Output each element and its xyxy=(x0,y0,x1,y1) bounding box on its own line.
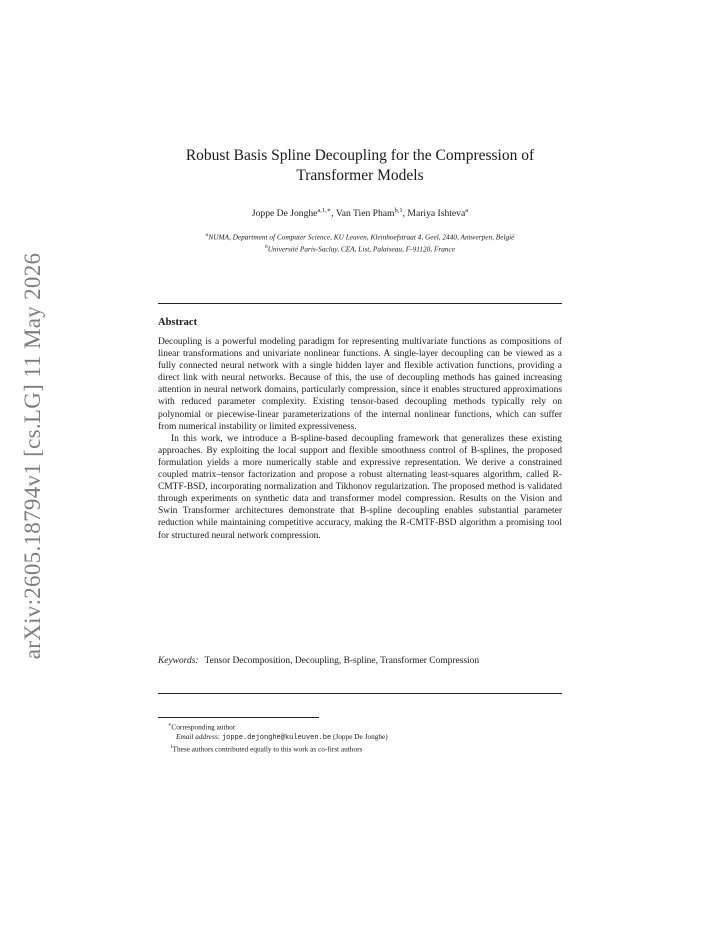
paper-title xyxy=(158,146,562,186)
affiliation-b xyxy=(190,242,530,254)
author-list: Joppe De Jonghe$^{a,1,∗}$, Van Tien Pham$^{b,1}$, Mariya Ishteva$^a$ xyxy=(251,207,469,220)
affiliation-a xyxy=(190,230,530,242)
abstract-paragraph-2: In this work, we introduce a B-spline-based decoupling framework that generalizes these existing approaches. By exploiting the local support and flexible smoothness control of B-splines, the proposed formulation yields a more numerically stable and expressive representation. We derive a constrained coupled matrix–tensor factorization and propose a robust alternating least-squares algorithm, called R-CMTF-BSD, incorporating normalization and Tikhonov regularization. The proposed method is validated through experiments on synthetic data and transformer model compression. Results on the Vision and Swin Transformer architectures demonstrate that B-spline decoupling enables substantial parameter reduction while maintaining competitive accuracy, making the R-CMTF-BSD algorithm a promising tool for structured neural network compression. xyxy=(158,433,562,541)
author-marks: a,1,∗ xyxy=(317,207,332,214)
email-address[interactable]: joppe.dejonghe@kuleuven.be xyxy=(221,734,332,743)
bottom-divider xyxy=(158,693,562,694)
footnote-text: Corresponding author xyxy=(171,722,236,732)
footnotes xyxy=(158,721,562,755)
keywords-label: Keywords: xyxy=(158,656,199,666)
author-marks: a xyxy=(465,207,469,214)
arxiv-identifier-stamp: arXiv:2605.18794v1 [cs.LG] 11 May 2026 xyxy=(20,252,45,660)
footnote-corresponding xyxy=(158,721,562,732)
footnote-email xyxy=(158,732,562,743)
affiliation-mark: a xyxy=(205,232,209,238)
footnote-mark: ∗ xyxy=(168,723,172,728)
author-name: Mariya Ishteva xyxy=(407,208,466,220)
keywords xyxy=(158,655,562,667)
abstract-paragraph-1: Decoupling is a powerful modeling paradigm for representing multivariate functions as compositions of linear transformations and univariate nonlinear functions. A single-layer decoupling can be viewed as a fully connected neural network with a single hidden layer and flexible activation functions, providing a direct link with neural networks. Because of this, the use of decoupling methods has gained increasing attention in neural network domains, particularly compression, since it enables structured approximations with reduced parameter complexity. Existing tensor-based decoupling methods typically rely on polynomial or piecewise-linear parameterizations of the internal nonlinear functions, which can suffer from numerical instability or limited expressiveness. xyxy=(158,337,562,432)
email-person: (Joppe De Jonghe) xyxy=(333,732,388,742)
affiliations xyxy=(190,230,530,255)
top-divider xyxy=(158,303,562,304)
author-name: Joppe De Jonghe xyxy=(251,208,318,220)
affiliation-text: Université Paris-Saclay, CEA, List, Palaiseau, F-91120, France xyxy=(267,244,456,254)
affiliation-text: NUMA, Department of Computer Science, KU Leuven, Kleinhoefstraat 4, Geel, 2440, Antwerpen, België xyxy=(208,232,515,242)
footnote-mark: 1 xyxy=(170,745,173,751)
author-marks: b,1 xyxy=(394,207,403,214)
title-line-2: Transformer Models xyxy=(296,167,424,184)
footnote-rule xyxy=(158,717,319,718)
abstract-heading: Abstract xyxy=(158,317,198,328)
footnote-text: These authors contributed equally to this work as co-first authors xyxy=(172,744,363,754)
affiliation-mark: b xyxy=(264,244,268,251)
abstract-body xyxy=(158,336,562,542)
title-line-1: Robust Basis Spline Decoupling for the Compression of xyxy=(185,147,535,164)
author-name: Van Tien Pham xyxy=(335,208,395,220)
keywords-text: Tensor Decomposition, Decoupling, B-spline, Transformer Compression xyxy=(204,656,480,666)
email-label: Email address: xyxy=(176,732,221,742)
footnote-cofirst xyxy=(158,743,562,754)
